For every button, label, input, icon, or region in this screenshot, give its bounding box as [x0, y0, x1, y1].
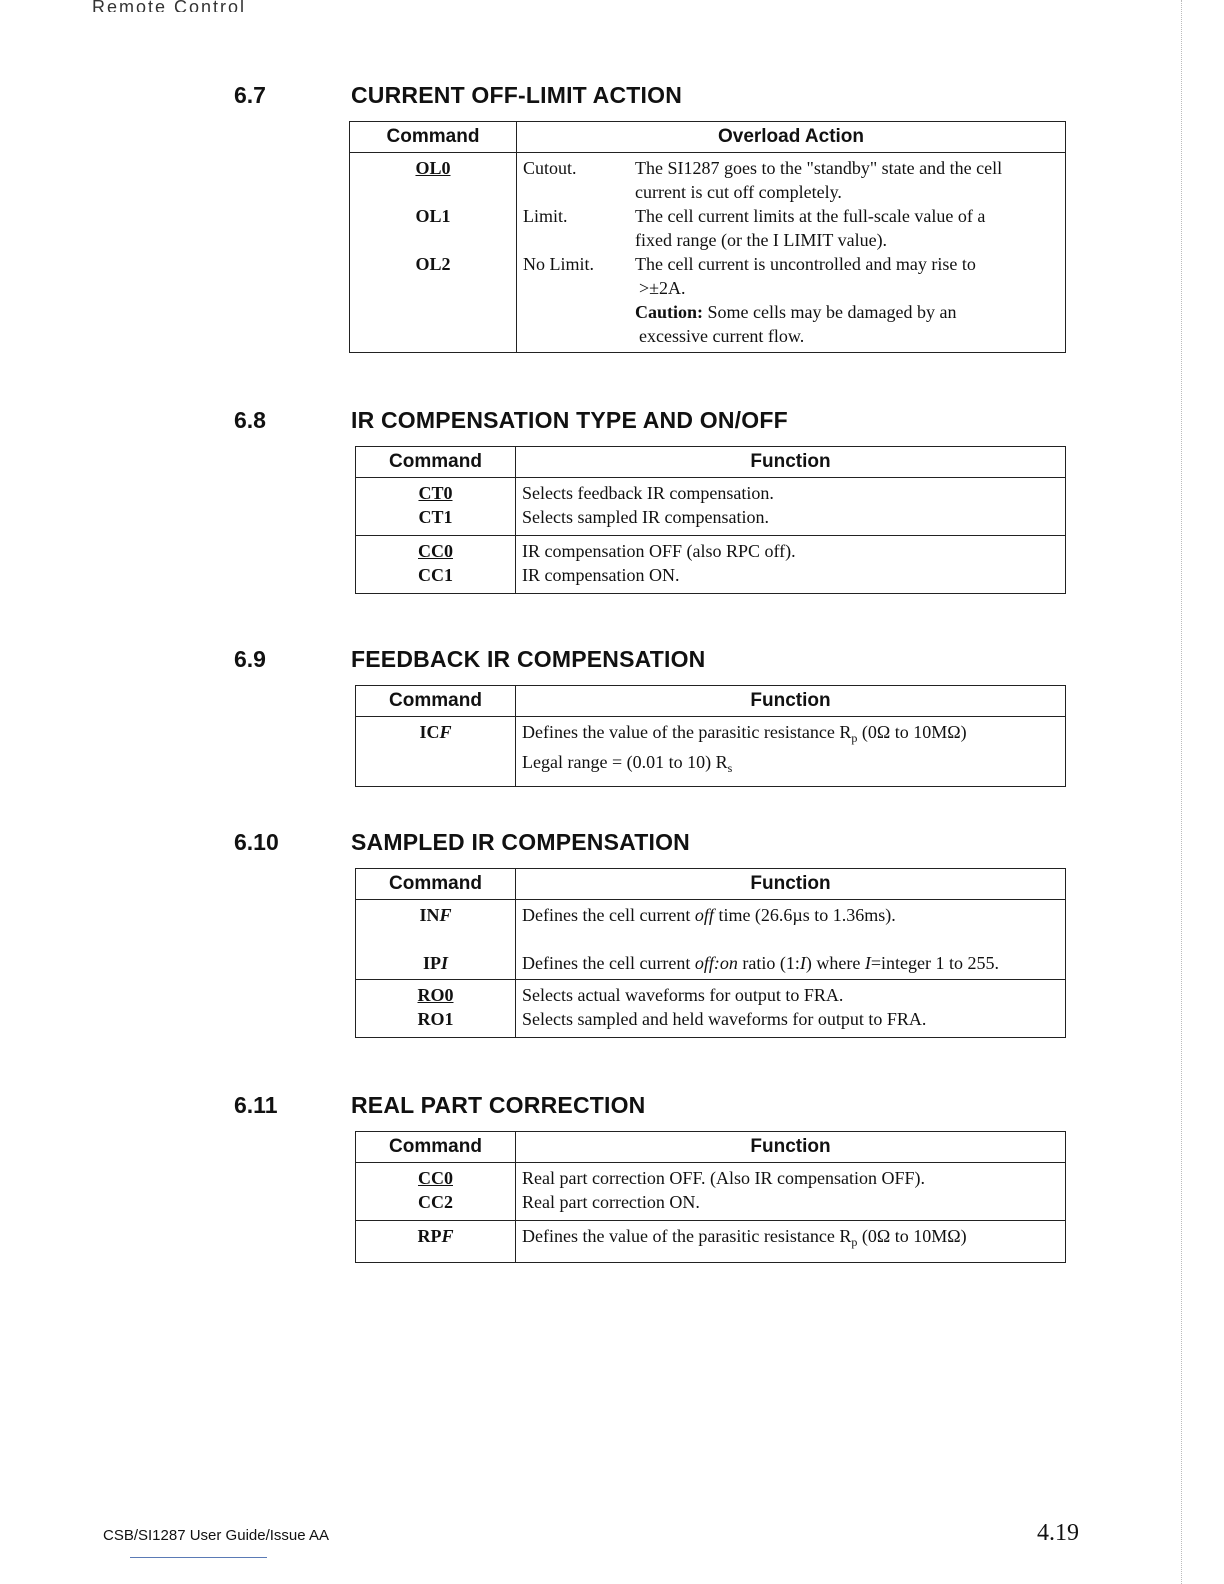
- table-row: [356, 478, 1066, 536]
- function-text: Selects actual waveforms for output to FRA.: [522, 985, 844, 1005]
- real-part-correction-table: [355, 1131, 1066, 1263]
- function-text: Defines the value of the parasitic resistance R: [522, 1226, 852, 1246]
- column-header: Command: [356, 447, 516, 478]
- footer-rule: [130, 1557, 267, 1558]
- column-header: Command: [356, 686, 516, 717]
- section-number: 6.8: [234, 407, 266, 433]
- function-text: IR compensation ON.: [522, 565, 680, 585]
- command: IN: [419, 905, 440, 925]
- table-row: [356, 1163, 1066, 1221]
- command-cell: [350, 153, 517, 353]
- action-text: fixed range (or the I LIMIT value).: [635, 230, 888, 250]
- function-text: Legal range = (0.01 to 10) R: [522, 752, 728, 772]
- function-text: Defines the cell current: [522, 953, 695, 973]
- command: CT1: [418, 507, 453, 527]
- command-default: OL0: [415, 158, 451, 178]
- action-text: >±2A.: [639, 278, 686, 298]
- command: OL1: [415, 206, 451, 226]
- command: CC1: [418, 565, 453, 585]
- feedback-ir-table: [355, 685, 1066, 787]
- command-default: CT0: [418, 483, 453, 503]
- subscript: p: [851, 731, 858, 745]
- function-text: time (26.6µs to 1.36ms).: [713, 905, 896, 925]
- caution-text: excessive current flow.: [639, 326, 805, 346]
- column-header: Function: [516, 1132, 1066, 1163]
- command-parameter: F: [439, 722, 452, 742]
- section-title: CURRENT OFF-LIMIT ACTION: [351, 82, 683, 108]
- running-head: Remote Control: [92, 0, 247, 12]
- command: RO1: [417, 1009, 454, 1029]
- section-number: 6.10: [234, 829, 279, 855]
- function-emphasis: I: [864, 953, 871, 973]
- column-header: Function: [516, 686, 1066, 717]
- action-type: No Limit.: [523, 254, 594, 274]
- function-text: Selects feedback IR compensation.: [522, 483, 774, 503]
- column-header: Function: [516, 869, 1066, 900]
- section-title: SAMPLED IR COMPENSATION: [351, 829, 690, 855]
- page-edge-divider: [1181, 0, 1182, 1584]
- command-default: CC0: [418, 541, 453, 561]
- function-text: Real part correction ON.: [522, 1192, 700, 1212]
- action-text: current is cut off completely.: [635, 182, 842, 202]
- function-text: Real part correction OFF. (Also IR compensation OFF).: [522, 1168, 925, 1188]
- column-header: Command: [356, 869, 516, 900]
- section-title: IR COMPENSATION TYPE AND ON/OFF: [351, 407, 788, 433]
- column-header: Command: [356, 1132, 516, 1163]
- footer-document-id: CSB/SI1287 User Guide/Issue AA: [103, 1527, 329, 1544]
- subscript: p: [851, 1235, 858, 1249]
- command: IP: [422, 953, 441, 973]
- section-number: 6.9: [234, 646, 266, 672]
- table-row: [356, 900, 1066, 980]
- function-text: IR compensation OFF (also RPC off).: [522, 541, 796, 561]
- action-text: The cell current is uncontrolled and may rise to: [635, 254, 976, 274]
- section-title: REAL PART CORRECTION: [351, 1092, 646, 1118]
- function-text: =integer 1 to 255.: [870, 953, 1000, 973]
- command-default: CC0: [418, 1168, 453, 1188]
- action-text: The SI1287 goes to the "standby" state and the cell: [635, 158, 1003, 178]
- function-emphasis: off:on: [694, 953, 738, 973]
- function-text: (0Ω to 10MΩ): [857, 1226, 967, 1246]
- table-row: [356, 1221, 1066, 1263]
- table-row: [356, 980, 1066, 1038]
- overload-action-table: [349, 121, 1066, 353]
- section-number: 6.11: [234, 1092, 278, 1118]
- command-parameter: F: [441, 1226, 454, 1246]
- page-number: 4.19: [1037, 1520, 1079, 1546]
- function-text: (0Ω to 10MΩ): [857, 722, 967, 742]
- action-type: Cutout.: [523, 158, 577, 178]
- column-header: Overload Action: [517, 122, 1066, 153]
- command: RP: [417, 1226, 442, 1246]
- function-emphasis: I: [799, 953, 806, 973]
- command-default: RO0: [417, 985, 454, 1005]
- action-cell: [517, 153, 1066, 353]
- function-text: Defines the cell current: [522, 905, 695, 925]
- column-header: Command: [350, 122, 517, 153]
- function-text: Selects sampled IR compensation.: [522, 507, 769, 527]
- section-title: FEEDBACK IR COMPENSATION: [351, 646, 706, 672]
- function-emphasis: off: [694, 905, 714, 925]
- subscript: s: [727, 761, 733, 775]
- command: OL2: [415, 254, 451, 274]
- function-text: ) where: [805, 953, 865, 973]
- function-text: ratio (1:: [737, 953, 800, 973]
- column-header: Function: [516, 447, 1066, 478]
- command: IC: [419, 722, 440, 742]
- section-number: 6.7: [234, 82, 266, 108]
- function-text: Selects sampled and held waveforms for output to FRA.: [522, 1009, 927, 1029]
- ir-compensation-table: [355, 446, 1066, 594]
- table-row: [356, 717, 1066, 787]
- action-text: The cell current limits at the full-scale value of a: [635, 206, 986, 226]
- caution-text: Some cells may be damaged by an: [707, 302, 957, 322]
- function-text: Defines the value of the parasitic resistance R: [522, 722, 852, 742]
- command: CC2: [418, 1192, 453, 1212]
- command-parameter: F: [439, 905, 452, 925]
- caution-label: Caution:: [635, 302, 704, 322]
- action-type: Limit.: [523, 206, 568, 226]
- sampled-ir-table: [355, 868, 1066, 1038]
- command-parameter: I: [440, 953, 448, 973]
- table-row: [356, 536, 1066, 594]
